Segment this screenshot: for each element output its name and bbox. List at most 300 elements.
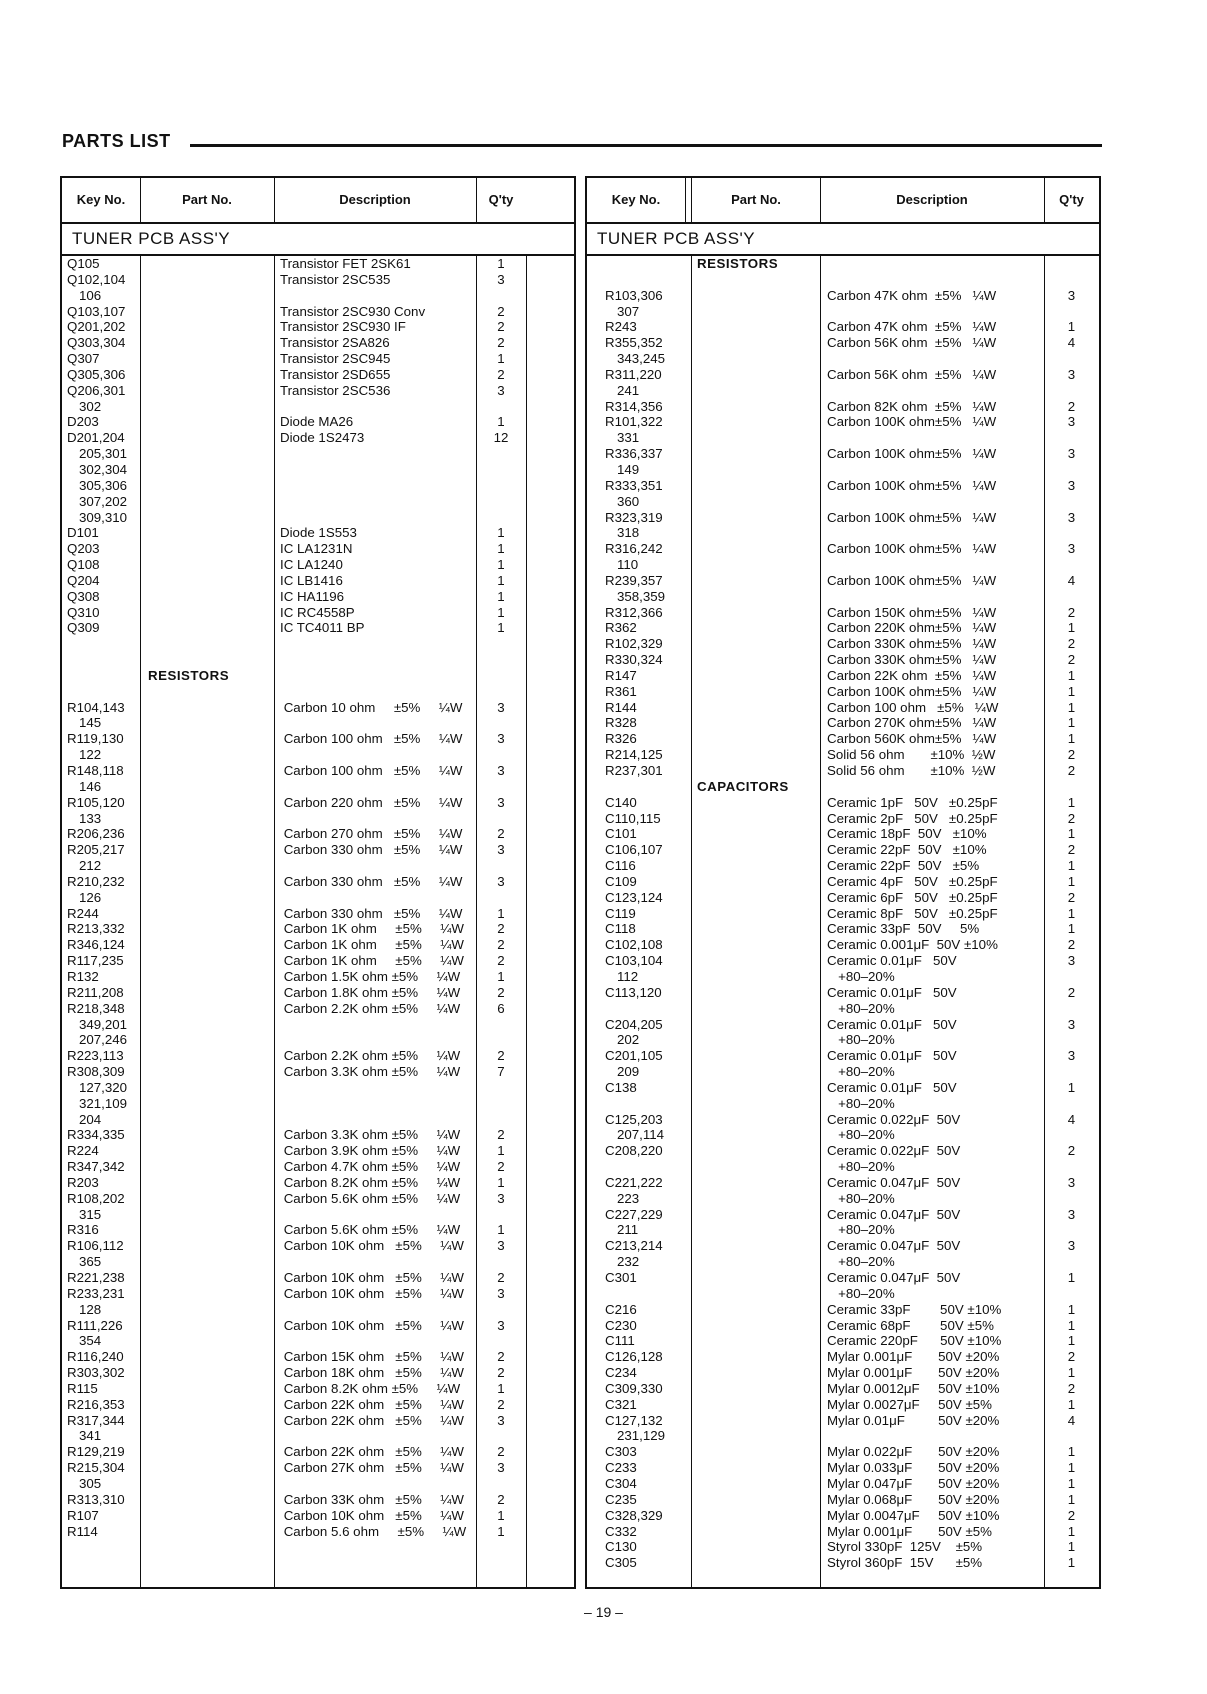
description-cell: Carbon 330K ohm±5% ¼W <box>827 652 997 668</box>
empty-cell <box>697 1286 817 1302</box>
key-no-cell: 127,320 <box>79 1079 128 1095</box>
empty-cell <box>148 874 272 890</box>
empty-cell <box>148 684 272 700</box>
qty-cell: 1 <box>1067 1333 1076 1349</box>
description-cell: Ceramic 22pF 50V ±10% <box>827 842 987 858</box>
empty-cell <box>476 510 526 526</box>
empty-cell <box>827 525 1043 541</box>
key-no-cell: 232 <box>617 1254 640 1270</box>
empty-cell <box>280 1096 475 1112</box>
empty-cell <box>1044 1159 1099 1175</box>
part-no-column <box>148 256 272 1539</box>
empty-cell <box>1044 1254 1099 1270</box>
empty-cell <box>148 525 272 541</box>
empty-cell <box>148 1381 272 1397</box>
key-no-cell: 365 <box>79 1254 102 1270</box>
description-cell: Carbon 1K ohm ±5% ¼W <box>280 953 464 969</box>
key-no-cell: R210,232 <box>67 873 125 889</box>
empty-cell <box>148 1318 272 1334</box>
qty-cell: 1 <box>497 525 505 541</box>
qty-cell: 2 <box>497 335 505 351</box>
empty-cell <box>697 684 817 700</box>
description-cell: Solid 56 ohm ±10% ½W <box>827 747 996 763</box>
key-no-cell: 343,245 <box>617 351 666 367</box>
description-cell: Carbon 56K ohm ±5% ¼W <box>827 366 997 382</box>
key-no-cell: 307 <box>617 303 640 319</box>
empty-cell <box>280 890 475 906</box>
qty-cell: 2 <box>1067 1507 1076 1523</box>
key-no-cell: C332 <box>605 1523 637 1539</box>
empty-cell <box>1044 256 1099 272</box>
empty-cell <box>148 1476 272 1492</box>
empty-cell <box>148 731 272 747</box>
empty-cell <box>697 1302 817 1318</box>
header-description: Description <box>339 192 411 207</box>
key-no-cell: R213,332 <box>67 921 125 937</box>
key-no-cell: R314,356 <box>605 398 663 414</box>
description-cell: +80–20% <box>827 1000 895 1016</box>
empty-cell <box>605 1286 689 1302</box>
key-no-cell: 358,359 <box>617 588 666 604</box>
description-cell: Carbon 100 ohm ±5% ¼W <box>827 699 999 715</box>
description-cell: Mylar 0.0012μF 50V ±10% <box>827 1380 1000 1396</box>
qty-cell: 1 <box>1067 683 1076 699</box>
key-no-cell: C106,107 <box>605 842 663 858</box>
empty-cell <box>697 890 817 906</box>
empty-cell <box>827 351 1043 367</box>
empty-cell <box>1044 272 1099 288</box>
key-no-cell: R333,351 <box>605 477 663 493</box>
empty-cell <box>148 811 272 827</box>
description-cell: Carbon 10K ohm ±5% ¼W <box>280 1238 464 1254</box>
empty-cell <box>697 921 817 937</box>
qty-cell: 1 <box>497 968 505 984</box>
empty-cell <box>697 874 817 890</box>
empty-cell <box>697 541 817 557</box>
page-title: PARTS LIST <box>62 131 171 151</box>
key-no-cell: R106,112 <box>67 1238 124 1254</box>
empty-cell <box>697 826 817 842</box>
description-cell: Carbon 100K ohm±5% ¼W <box>827 477 997 493</box>
empty-cell <box>697 399 817 415</box>
qty-cell: 1 <box>1067 1475 1076 1491</box>
empty-cell <box>476 811 526 827</box>
qty-cell: 1 <box>497 1222 505 1238</box>
empty-cell <box>476 478 526 494</box>
key-no-cell: C102,108 <box>605 937 663 953</box>
description-cell: Mylar 0.068μF 50V ±20% <box>827 1491 1000 1507</box>
empty-cell <box>827 256 1043 272</box>
empty-cell <box>697 1318 817 1334</box>
description-cell: Carbon 330 ohm ±5% ¼W <box>280 905 463 921</box>
empty-cell <box>476 446 526 462</box>
qty-cell: 3 <box>1067 477 1076 493</box>
empty-cell <box>697 1444 817 1460</box>
empty-cell <box>148 652 272 668</box>
key-no-cell: 128 <box>79 1301 102 1317</box>
description-cell: Carbon 1K ohm ±5% ¼W <box>280 937 464 953</box>
empty-cell <box>697 383 817 399</box>
key-no-cell: R147 <box>605 667 637 683</box>
description-cell: Ceramic 0.047μF 50V <box>827 1174 961 1190</box>
qty-cell: 3 <box>497 1190 505 1206</box>
empty-cell <box>697 319 817 335</box>
description-cell: Ceramic 8pF 50V ±0.25pF <box>827 905 998 921</box>
description-cell: Diode MA26 <box>280 414 354 430</box>
key-no-cell: C101 <box>605 826 637 842</box>
empty-cell <box>148 1508 272 1524</box>
empty-cell <box>148 1302 272 1318</box>
description-cell: Ceramic 0.001μF 50V ±10% <box>827 937 998 953</box>
key-no-cell: 341 <box>79 1428 102 1444</box>
description-cell: Transistor 2SA826 <box>280 335 390 351</box>
header-description: Description <box>896 192 968 207</box>
empty-cell <box>605 256 689 272</box>
description-cell: +80–20% <box>827 1222 895 1238</box>
key-no-cell: R114 <box>67 1523 98 1539</box>
empty-cell <box>697 367 817 383</box>
key-no-cell: R244 <box>67 905 99 921</box>
empty-cell <box>605 272 689 288</box>
empty-cell <box>697 1333 817 1349</box>
empty-cell <box>697 1476 817 1492</box>
empty-cell <box>697 1254 817 1270</box>
key-no-cell: C116 <box>605 858 636 874</box>
empty-cell <box>1044 383 1099 399</box>
key-no-cell: C113,120 <box>605 984 662 1000</box>
empty-cell <box>697 1112 817 1128</box>
empty-cell <box>148 256 272 272</box>
description-cell: Ceramic 0.047μF 50V <box>827 1238 961 1254</box>
description-cell: IC RC4558P <box>280 604 355 620</box>
key-no-cell: Q206,301 <box>67 382 126 398</box>
key-no-cell: C235 <box>605 1491 637 1507</box>
header-qty: Q'ty <box>1059 192 1084 207</box>
qty-cell: 2 <box>1067 889 1076 905</box>
table-header <box>587 178 1099 224</box>
empty-cell <box>148 763 272 779</box>
qty-cell: 1 <box>1067 667 1076 683</box>
key-no-cell: 331 <box>617 430 640 446</box>
description-cell: Carbon 47K ohm ±5% ¼W <box>827 319 997 335</box>
empty-cell <box>697 605 817 621</box>
empty-cell <box>476 715 526 731</box>
empty-cell <box>476 1254 526 1270</box>
key-no-cell: R316,242 <box>605 541 663 557</box>
key-no-cell: Q307 <box>67 351 100 367</box>
empty-cell <box>148 1175 272 1191</box>
description-cell: Carbon 1K ohm ±5% ¼W <box>280 921 464 937</box>
empty-cell <box>148 858 272 874</box>
key-no-cell: R107 <box>67 1507 99 1523</box>
description-cell: Carbon 10K ohm ±5% ¼W <box>280 1270 464 1285</box>
empty-cell <box>148 747 272 763</box>
key-no-cell: R205,217 <box>67 842 125 858</box>
qty-cell: 2 <box>497 1349 505 1365</box>
empty-cell <box>148 367 272 383</box>
empty-cell <box>67 684 139 700</box>
empty-cell <box>697 1524 817 1540</box>
category-label: CAPACITORS <box>697 778 789 794</box>
key-no-cell: R218,348 <box>67 1000 125 1016</box>
empty-cell <box>280 1476 475 1492</box>
section-title: TUNER PCB ASS'Y <box>597 229 756 248</box>
empty-cell <box>697 335 817 351</box>
qty-cell: 3 <box>1067 1238 1076 1254</box>
empty-cell <box>280 1032 475 1048</box>
description-cell: Transistor 2SC930 Conv <box>280 303 426 319</box>
empty-cell <box>148 890 272 906</box>
qty-cell: 2 <box>1067 763 1076 778</box>
qty-cell: 2 <box>1067 810 1076 826</box>
description-cell: Carbon 330 ohm ±5% ¼W <box>280 842 463 858</box>
description-cell: Carbon 2.2K ohm ±5% ¼W <box>280 1048 461 1064</box>
description-cell: Mylar 0.033μF 50V ±20% <box>827 1460 1000 1476</box>
key-no-cell: C230 <box>605 1317 637 1333</box>
qty-cell: 3 <box>497 1238 505 1254</box>
key-no-cell: C227,229 <box>605 1206 663 1222</box>
key-no-cell: Q103,107 <box>67 303 126 319</box>
empty-cell <box>1044 1127 1099 1143</box>
empty-cell <box>148 304 272 320</box>
qty-cell: 1 <box>1067 1317 1076 1333</box>
key-no-cell: R355,352 <box>605 335 663 351</box>
description-cell: +80–20% <box>827 968 895 984</box>
empty-cell <box>148 288 272 304</box>
empty-cell <box>280 858 475 874</box>
qty-cell: 2 <box>497 303 505 319</box>
empty-cell <box>697 462 817 478</box>
key-no-cell: R316 <box>67 1222 99 1238</box>
key-no-column <box>67 256 139 1539</box>
empty-cell <box>697 1175 817 1191</box>
description-cell: +80–20% <box>827 1064 895 1080</box>
key-no-cell: R102,329 <box>605 636 663 652</box>
empty-cell <box>148 414 272 430</box>
qty-cell: 1 <box>497 557 505 573</box>
key-no-cell: R101,322 <box>605 414 663 430</box>
empty-cell <box>697 1270 817 1286</box>
empty-cell <box>697 1460 817 1476</box>
description-cell: Carbon 10K ohm ±5% ¼W <box>280 1507 464 1523</box>
empty-cell <box>1044 304 1099 320</box>
qty-cell: 2 <box>497 826 505 842</box>
empty-cell <box>605 1159 689 1175</box>
description-cell: Carbon 22K ohm ±5% ¼W <box>280 1444 464 1460</box>
qty-cell: 1 <box>497 1380 505 1396</box>
qty-cell: 2 <box>497 1491 505 1507</box>
key-no-cell: R361 <box>605 683 637 699</box>
empty-cell <box>476 1112 526 1128</box>
key-no-cell: Q108 <box>67 557 100 573</box>
empty-cell <box>697 763 817 779</box>
qty-cell: 3 <box>497 1285 505 1301</box>
description-cell: Ceramic 33pF 50V ±10% <box>827 1301 1002 1317</box>
key-no-cell: 354 <box>79 1333 102 1349</box>
empty-cell <box>697 1080 817 1096</box>
qty-cell: 2 <box>497 1396 505 1412</box>
qty-cell: 3 <box>497 1317 505 1333</box>
header-qty: Q'ty <box>488 192 514 207</box>
key-no-cell: 202 <box>617 1032 640 1048</box>
empty-cell <box>697 272 817 288</box>
empty-cell <box>148 510 272 526</box>
category-label: RESISTORS <box>148 667 230 683</box>
empty-cell <box>476 494 526 510</box>
key-no-cell: R334,335 <box>67 1127 125 1143</box>
qty-cell: 3 <box>497 873 505 889</box>
description-cell: Carbon 22K ohm ±5% ¼W <box>280 1412 464 1428</box>
empty-cell <box>280 510 475 526</box>
qty-cell: 1 <box>1067 620 1076 636</box>
empty-cell <box>697 953 817 969</box>
qty-cell: 1 <box>497 1143 505 1159</box>
description-cell: Diode 1S553 <box>280 525 357 541</box>
empty-cell <box>827 779 1043 795</box>
empty-cell <box>148 1048 272 1064</box>
qty-cell: 1 <box>1067 1301 1076 1317</box>
qty-cell: 1 <box>1067 699 1076 715</box>
empty-cell <box>697 525 817 541</box>
empty-cell <box>476 747 526 763</box>
description-cell: +80–20% <box>827 1095 895 1111</box>
description-cell: Ceramic 0.022μF 50V <box>827 1143 961 1159</box>
key-no-cell: R115 <box>67 1380 98 1396</box>
key-no-cell: R303,302 <box>67 1365 125 1381</box>
empty-cell <box>1044 1096 1099 1112</box>
key-no-cell: R223,113 <box>67 1048 124 1064</box>
empty-cell <box>697 478 817 494</box>
description-cell: Carbon 5.6 ohm ±5% ¼W <box>280 1523 467 1539</box>
key-no-cell: R211,208 <box>67 984 124 1000</box>
empty-cell <box>1044 779 1099 795</box>
table-body <box>587 256 1099 1587</box>
empty-cell <box>67 652 139 668</box>
description-cell: Transistor 2SC930 IF <box>280 319 406 335</box>
key-no-cell: 149 <box>617 461 640 477</box>
empty-cell <box>697 1143 817 1159</box>
qty-cell: 4 <box>1067 1412 1076 1428</box>
qty-cell: 2 <box>497 1444 505 1460</box>
empty-cell <box>280 1207 475 1223</box>
empty-cell <box>476 1080 526 1096</box>
empty-cell <box>148 1096 272 1112</box>
key-no-cell: R203 <box>67 1174 99 1190</box>
description-cell: Carbon 22K ohm ±5% ¼W <box>280 1396 464 1412</box>
empty-cell <box>280 1333 475 1349</box>
description-cell: Diode 1S2473 <box>280 430 365 446</box>
empty-cell <box>1044 1064 1099 1080</box>
empty-cell <box>148 1207 272 1223</box>
qty-cell: 1 <box>1067 858 1076 874</box>
description-cell: Ceramic 2pF 50V ±0.25pF <box>827 810 998 826</box>
description-cell: Carbon 330 ohm ±5% ¼W <box>280 873 463 889</box>
description-cell: Ceramic 0.01μF 50V <box>827 1048 957 1064</box>
key-no-cell: 126 <box>79 889 102 905</box>
qty-cell: 1 <box>1067 794 1076 810</box>
empty-cell <box>697 1428 817 1444</box>
qty-cell: 2 <box>497 1270 505 1285</box>
description-cell: Ceramic 0.01μF 50V <box>827 1079 957 1095</box>
key-no-cell: C305 <box>605 1555 637 1571</box>
empty-cell <box>280 652 475 668</box>
empty-cell <box>148 1492 272 1508</box>
empty-cell <box>148 1191 272 1207</box>
qty-cell: 1 <box>1067 1270 1076 1285</box>
key-no-cell: R233,231 <box>67 1285 125 1301</box>
description-cell: Carbon 270 ohm ±5% ¼W <box>280 826 463 842</box>
empty-cell <box>827 272 1043 288</box>
empty-cell <box>148 1064 272 1080</box>
empty-cell <box>827 430 1043 446</box>
key-no-cell: 122 <box>79 747 102 763</box>
qty-cell: 1 <box>497 620 505 636</box>
description-cell: Carbon 1.8K ohm ±5% ¼W <box>280 984 461 1000</box>
empty-cell <box>605 1001 689 1017</box>
qty-cell: 2 <box>497 921 505 937</box>
empty-cell <box>605 779 689 795</box>
key-no-cell: 223 <box>617 1190 640 1206</box>
empty-cell <box>1044 462 1099 478</box>
key-no-cell: 360 <box>617 493 640 509</box>
description-cell: Mylar 0.047μF 50V ±20% <box>827 1475 1000 1491</box>
table-header <box>62 178 574 224</box>
key-no-cell: R311,220 <box>605 366 662 382</box>
empty-cell <box>67 668 139 684</box>
key-no-cell: 231,129 <box>617 1428 666 1444</box>
empty-cell <box>148 446 272 462</box>
key-no-cell: 204 <box>79 1111 102 1127</box>
qty-cell: 2 <box>1067 604 1076 620</box>
key-no-cell: R148,118 <box>67 763 124 778</box>
key-no-cell: 207,246 <box>79 1032 128 1048</box>
description-cell: Carbon 270K ohm±5% ¼W <box>827 715 997 731</box>
empty-cell <box>697 937 817 953</box>
empty-cell <box>1044 494 1099 510</box>
qty-cell: 1 <box>1067 1079 1076 1095</box>
empty-cell <box>697 351 817 367</box>
empty-cell <box>476 636 526 652</box>
key-no-cell: C309,330 <box>605 1380 663 1396</box>
description-cell: IC LA1231N <box>280 541 353 557</box>
empty-cell <box>827 494 1043 510</box>
description-cell: Carbon 47K ohm ±5% ¼W <box>827 287 997 303</box>
empty-cell <box>148 335 272 351</box>
qty-cell: 1 <box>497 604 505 620</box>
key-no-cell: Q204 <box>67 572 100 588</box>
empty-cell <box>1044 1428 1099 1444</box>
qty-cell: 1 <box>497 351 505 367</box>
empty-cell <box>148 557 272 573</box>
empty-cell <box>1044 1032 1099 1048</box>
empty-cell <box>697 668 817 684</box>
key-no-cell: Q102,104 <box>67 271 126 287</box>
empty-cell <box>148 351 272 367</box>
empty-cell <box>280 494 475 510</box>
key-no-cell: C204,205 <box>605 1016 663 1032</box>
empty-cell <box>148 1365 272 1381</box>
empty-cell <box>697 557 817 573</box>
key-no-cell: R214,125 <box>605 747 663 763</box>
description-cell: Carbon 3.3K ohm ±5% ¼W <box>280 1064 461 1080</box>
empty-cell <box>280 399 475 415</box>
key-no-cell: R326 <box>605 731 637 747</box>
key-no-cell: R239,357 <box>605 572 663 588</box>
empty-cell <box>827 462 1043 478</box>
qty-cell: 12 <box>493 430 509 446</box>
empty-cell <box>697 1349 817 1365</box>
empty-cell <box>148 1524 272 1540</box>
